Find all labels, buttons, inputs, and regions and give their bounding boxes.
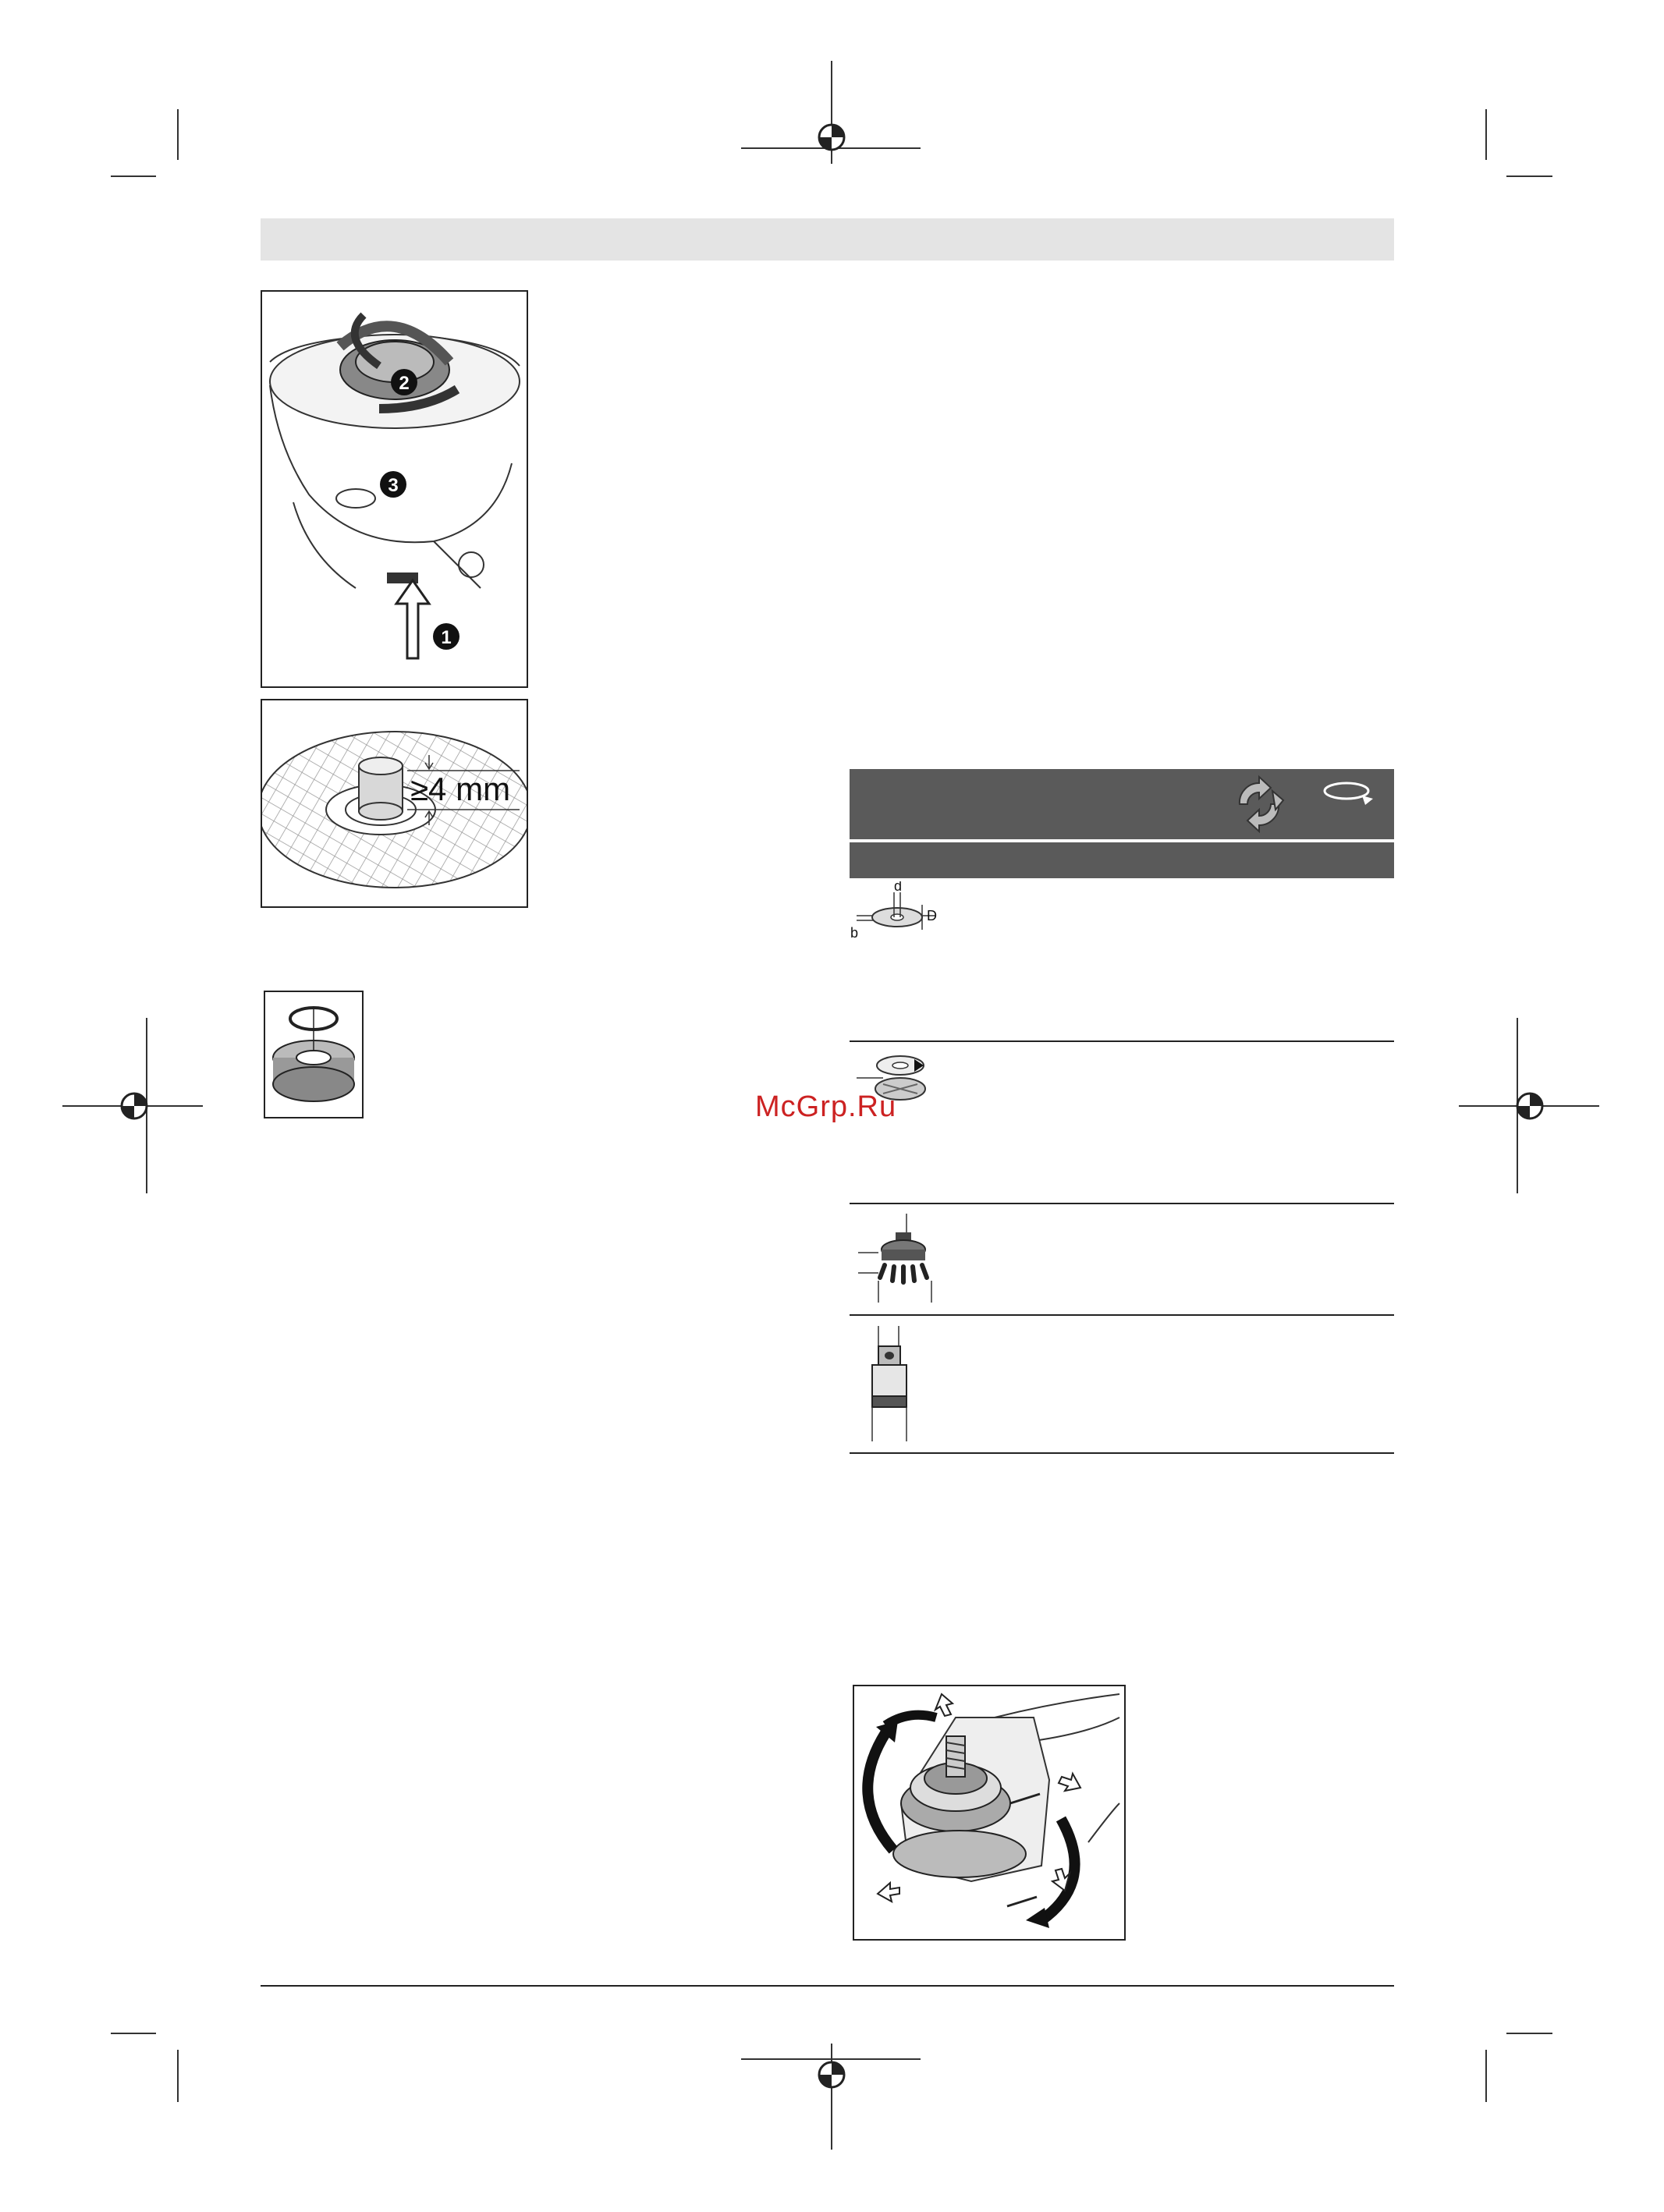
registration-mark-right	[1517, 1094, 1542, 1118]
dim-b-label: b	[850, 925, 859, 941]
registration-mark-left	[122, 1094, 147, 1118]
grinding-disc-icon	[850, 881, 944, 944]
accessory-table-subheader	[850, 842, 1394, 878]
cup-brush-icon	[855, 1211, 941, 1304]
accessory-table-header	[850, 769, 1394, 839]
figure-ring-flange	[264, 991, 364, 1118]
table-rule-1	[850, 1040, 1394, 1042]
step-3-label: 3	[388, 475, 399, 496]
registration-mark-bottom	[819, 2062, 844, 2087]
min-thread-label: ≥4 mm	[410, 771, 511, 807]
figure-gear-head-rotation	[853, 1685, 1126, 1941]
dim-d-label: d	[894, 881, 903, 894]
table-rule-4	[850, 1452, 1394, 1454]
figure-quick-clamping-nut	[261, 290, 528, 688]
dim-D-label: D	[927, 908, 937, 923]
step-2-label: 2	[399, 373, 410, 394]
page-footer-rule	[261, 1985, 1394, 1987]
recycle-arrows-icon	[1224, 769, 1294, 839]
table-rule-2	[850, 1203, 1394, 1204]
figure-thread-length	[261, 699, 528, 908]
watermark: McGrp.Ru	[755, 1090, 897, 1123]
registration-mark-top	[819, 125, 844, 150]
rotation-direction-icon	[1322, 777, 1380, 808]
step-1-label: 1	[441, 627, 452, 648]
table-rule-3	[850, 1314, 1394, 1316]
page-header-bar	[261, 218, 1394, 261]
core-bit-icon	[861, 1320, 924, 1445]
